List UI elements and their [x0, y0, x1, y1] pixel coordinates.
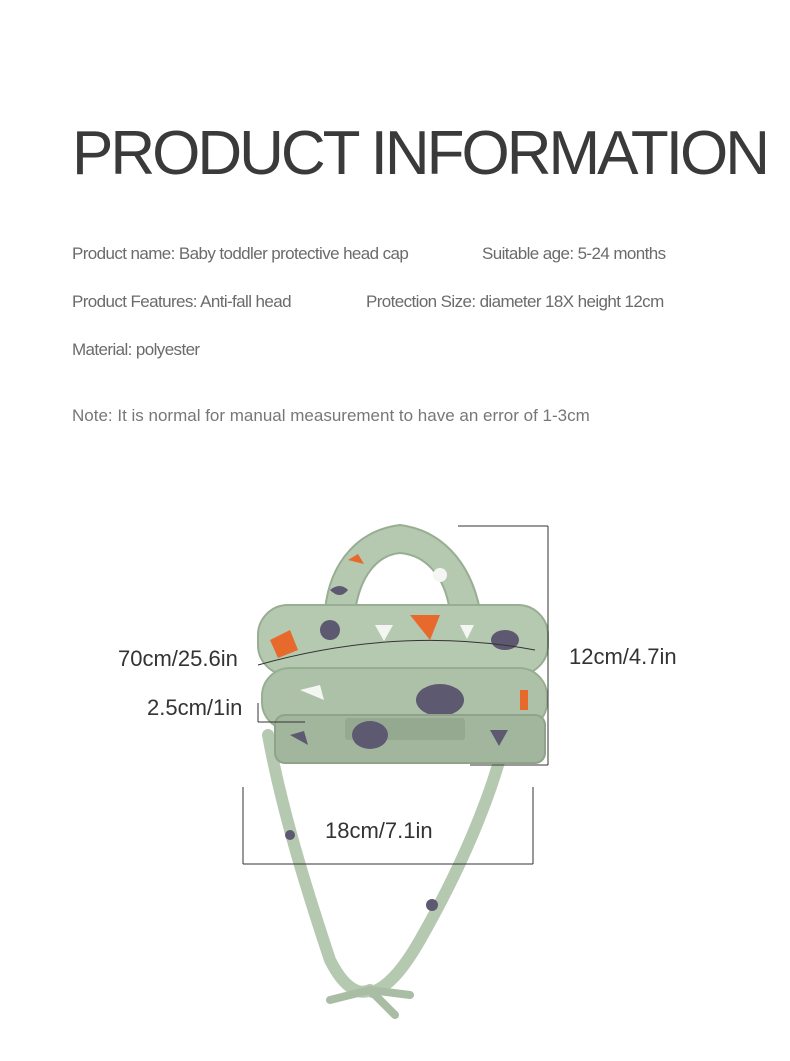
spec-protection-size: Protection Size: diameter 18X height 12cm [366, 292, 664, 311]
circumference-label: 70cm/25.6in [118, 646, 238, 671]
tie-straps [268, 735, 505, 1015]
spec-product-name: Product name: Baby toddler protective head cap [72, 244, 409, 263]
spec-material: Material: polyester [72, 340, 200, 359]
diameter-label: 18cm/7.1in [325, 818, 433, 843]
spec-suitable-age: Suitable age: 5-24 months [482, 244, 666, 263]
cap-top-strap [325, 525, 480, 612]
cap-upper-band [258, 605, 548, 675]
cap-inner-base [275, 715, 545, 763]
padding-label: 2.5cm/1in [147, 695, 243, 720]
page-title: PRODUCT INFORMATION [72, 119, 768, 188]
height-label: 12cm/4.7in [569, 644, 677, 669]
product-illustration [0, 500, 790, 1040]
measurement-note: Note: It is normal for manual measurement to have an error of 1-3cm [72, 406, 590, 425]
spec-features: Product Features: Anti-fall head [72, 292, 291, 311]
